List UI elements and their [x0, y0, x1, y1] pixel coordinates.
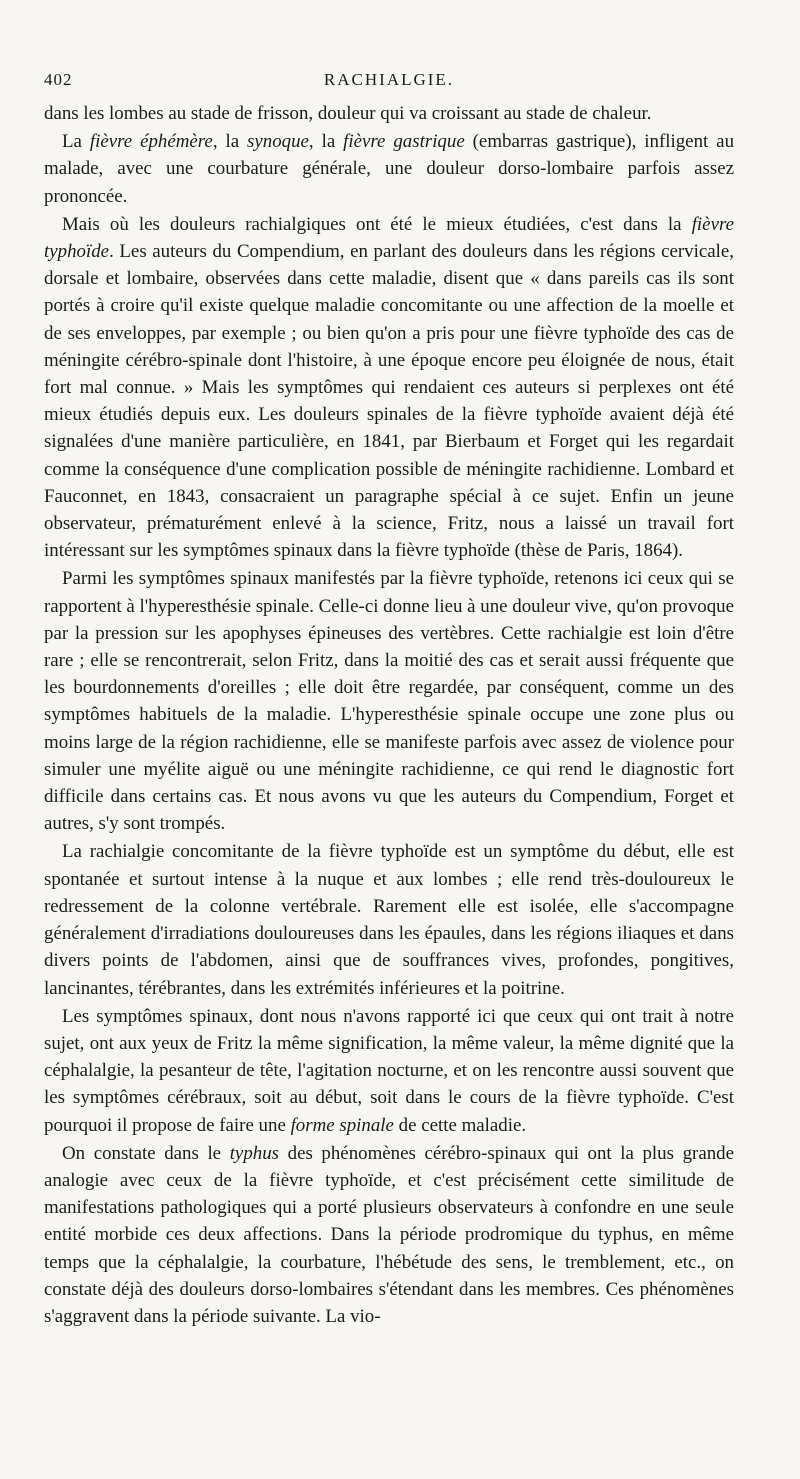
italic-term: fièvre éphémère: [89, 131, 213, 153]
text-run: On constate dans le: [62, 1142, 230, 1164]
italic-term: fièvre typhoïde: [44, 213, 734, 263]
text-run: , la: [212, 131, 248, 153]
text-run: Parmi les symptômes spinaux manifestés par la fièvre typhoïde, retenons ici ceux qui se rapportent à l'hyperesthésie spinale. Celle-ci donne lieu à une douleur vive, qu'on provoque par la pression sur les apophyses épineuses des vertèbres. Cette rachialgie est loin d'être rare ; elle se rencontrerait, selon Fritz, dans la moitié des cas et serait aussi fréquente que les bourdonnements d'oreilles ; elle doit être regardée, par conséquent, comme un des symptômes habituels de la maladie. L'hyperesthésie spinale occupe une zone plus ou moins large de la région rachidienne, elle se manifeste parfois avec assez de violence pour simuler une myélite aiguë ou une méningite rachidienne, ce qui rend le diagnostic fort difficile dans certains cas. Et nous avons vu que les auteurs du Compendium, Forget et autres, s'y sont trompés.: [44, 568, 734, 835]
text-run: Mais où les douleurs rachialgiques ont été le mieux étudiées, c'est dans la: [62, 213, 692, 235]
italic-term: forme spinale: [290, 1114, 394, 1136]
italic-term: fièvre gastrique: [343, 131, 465, 153]
page-number: 402: [44, 70, 73, 89]
text-run: (embarras gastrique), infligent au malade, avec une courbature générale, une douleur dorso-lombaire parfois assez prononcée.: [44, 131, 735, 207]
text-run: La rachialgie concomitante de la fièvre typhoïde est un symptôme du début, elle est spontanée et surtout intense à la nuque et aux lombes ; elle rend très-douloureux le redressement de la colonne vertébrale. Rarement elle est isolée, elle s'accompagne généralement d'irradiations douloureuses dans les épaules, dans les régions iliaques et dans divers points de l'abdomen, ainsi que de souffrances vives, profondes, pongitives, lancinantes, térébrantes, dans les extrémités inférieures et la poitrine.: [44, 841, 734, 999]
italic-term: synoque: [247, 131, 309, 153]
paragraph: [44, 100, 734, 127]
paragraph: [44, 1003, 734, 1139]
text-run: La: [62, 131, 90, 153]
text-run: des phénomènes cérébro-spinaux qui ont la plus grande analogie avec ceux de la fièvre typhoïde, et c'est précisément cette similitude de manifestations pathologiques qui a porté plusieurs observateurs à confondre en une seule entité morbide ces deux affections. Dans la période prodromique du typhus, en même temps que la céphalalgie, la courbature, l'hébétude des sens, le tremblement, etc., on constate déjà des douleurs dorso-lombaires s'étendant dans les membres. Ces phénomènes s'aggravent dans la période suivante. La vio-: [44, 1142, 734, 1327]
text-run: Les symptômes spinaux, dont nous n'avons rapporté ici que ceux qui ont trait à notre sujet, ont aux yeux de Fritz la même signification, la même valeur, la même dignité que la céphalalgie, la pesanteur de tête, l'agitation nocturne, et on les rencontre aussi souvent que les symptômes cérébraux, soit au début, soit dans le cours de la fièvre typhoïde. C'est pourquoi il propose de faire une: [44, 1005, 734, 1136]
text-run: dans les lombes au stade de frisson, douleur qui va croissant au stade de chaleur.: [44, 103, 652, 124]
running-title: RACHIALGIE.: [323, 70, 455, 89]
text-run: , la: [308, 131, 344, 153]
book-page: [44, 70, 734, 1330]
paragraph: [44, 211, 734, 565]
paragraph: [44, 838, 734, 1001]
paragraph: [44, 128, 734, 210]
italic-term: typhus: [229, 1142, 280, 1164]
paragraph: [44, 1140, 734, 1330]
text-run: de cette maladie.: [393, 1114, 527, 1136]
paragraph: [44, 565, 734, 837]
text-run: . Les auteurs du Compendium, en parlant des douleurs dans les régions cervicale, dorsale et lombaire, observées dans cette maladie, disent que « dans pareils cas ils sont portés à croire qu'il existe quelque maladie concomitante ou une affection de la moelle et de ses enveloppes, par exemple ; ou bien qu'on a pris pour une fièvre typhoïde des cas de méningite cérébro-spinale dont l'histoire, à une époque encore peu éloignée de nous, était fort mal connue. » Mais les symptômes qui rendaient ces auteurs si perplexes ont été mieux étudiés depuis eux. Les douleurs spinales de la fièvre typhoïde avaient déjà été signalées d'une manière particulière, en 1841, par Bierbaum et Forget qui les regardait comme la conséquence d'une complication possible de méningite rachidienne. Lombard et Fauconnet, en 1843, consacraient un paragraphe spécial à ce sujet. Enfin un jeune observateur, prématurément enlevé à la science, Fritz, nous a laissé un travail fort intéressant sur les symptômes spinaux dans la fièvre typhoïde (thèse de Paris, 1864).: [44, 241, 734, 562]
page-header: [44, 70, 734, 100]
body-text: [44, 100, 734, 1330]
